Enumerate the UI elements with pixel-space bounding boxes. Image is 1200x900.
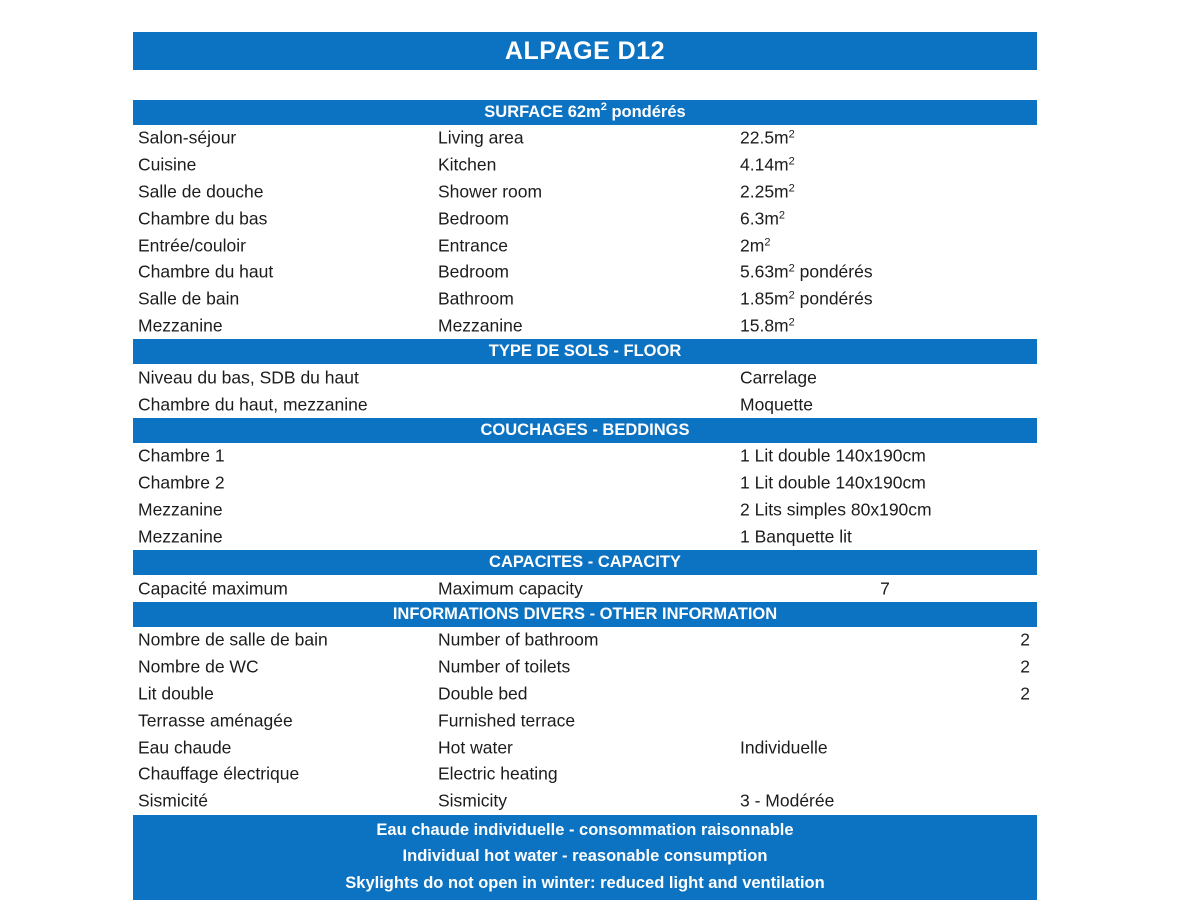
row-label-en: Furnished terrace xyxy=(438,710,576,731)
row-value xyxy=(740,499,932,520)
row-label-en: Mezzanine xyxy=(438,315,523,336)
row-label-fr: Capacité maximum xyxy=(138,578,288,599)
row-value-text: 4.14m xyxy=(740,154,789,175)
row-value xyxy=(740,394,813,415)
row-label-fr: Salon-séjour xyxy=(138,127,237,148)
row-value-text: Individuelle xyxy=(740,737,828,758)
row-value-text: Carrelage xyxy=(740,367,817,388)
row-label-fr: Terrasse aménagée xyxy=(138,710,293,731)
row-value xyxy=(740,791,834,812)
row-label-en: Number of bathroom xyxy=(438,629,599,650)
row-value xyxy=(740,315,795,336)
superscript: 2 xyxy=(788,289,795,302)
row-value-right: 2 xyxy=(1020,656,1030,677)
row-value-text: 15.8m xyxy=(740,315,789,336)
table-row xyxy=(133,179,1037,206)
row-label-en: Double bed xyxy=(438,683,528,704)
superscript: 2 xyxy=(764,236,771,249)
section-header-suffix: pondérés xyxy=(606,103,686,121)
row-label-fr: Niveau du bas, SDB du haut xyxy=(138,367,359,388)
row-label-en: Bathroom xyxy=(438,288,514,309)
row-label-fr: Nombre de WC xyxy=(138,656,259,677)
table-row xyxy=(133,707,1037,734)
section-header xyxy=(133,339,1037,364)
row-label-fr: Salle de douche xyxy=(138,181,264,202)
superscript: 2 xyxy=(788,182,795,195)
row-label-fr: Eau chaude xyxy=(138,737,232,758)
row-value xyxy=(740,367,817,388)
row-value xyxy=(740,526,852,547)
row-label-fr: Chambre du haut xyxy=(138,261,274,282)
row-label-fr: Salle de bain xyxy=(138,288,240,309)
row-value-text: Moquette xyxy=(740,394,813,415)
row-value-text: 2 Lits simples 80x190cm xyxy=(740,499,932,520)
row-value-text: 7 xyxy=(880,578,890,599)
table-row xyxy=(133,788,1037,815)
footer-note: Individual hot water - reasonable consumption xyxy=(402,847,768,866)
row-label-fr: Cuisine xyxy=(138,154,197,175)
table-row xyxy=(133,627,1037,654)
section-header xyxy=(133,550,1037,575)
table-row xyxy=(133,364,1037,391)
table-row xyxy=(133,497,1037,524)
row-label-fr: Mezzanine xyxy=(138,499,223,520)
row-value-text: 6.3m xyxy=(740,208,779,229)
table-row xyxy=(133,232,1037,259)
table-row xyxy=(133,443,1037,470)
row-value xyxy=(740,181,795,202)
table-row xyxy=(133,681,1037,708)
row-label-en: Shower room xyxy=(438,181,543,202)
superscript: 2 xyxy=(600,100,607,113)
row-label-fr: Chambre 1 xyxy=(138,445,225,466)
row-label-en: Entrance xyxy=(438,235,509,256)
row-value-text: 1 Lit double 140x190cm xyxy=(740,472,926,493)
row-label-fr: Entrée/couloir xyxy=(138,235,246,256)
sections-container xyxy=(133,100,1037,815)
section-header-text: CAPACITES - CAPACITY xyxy=(489,553,681,572)
row-value xyxy=(740,208,785,229)
property-sheet xyxy=(133,32,1037,900)
row-value-text: 2.25m xyxy=(740,181,789,202)
section-header xyxy=(133,602,1037,627)
table-row xyxy=(133,125,1037,152)
row-value-suffix: pondérés xyxy=(794,261,873,282)
row-label-fr: Nombre de salle de bain xyxy=(138,629,328,650)
superscript: 2 xyxy=(788,128,795,141)
section-header xyxy=(133,100,1037,125)
row-value xyxy=(740,473,926,494)
table-row xyxy=(133,761,1037,788)
row-value xyxy=(740,155,795,176)
page-title: ALPAGE D12 xyxy=(504,36,666,65)
row-label-en: Living area xyxy=(438,127,524,148)
table-row xyxy=(133,523,1037,550)
footer-note: Skylights do not open in winter: reduced light and ventilation xyxy=(345,873,825,892)
row-value-text: 22.5m xyxy=(740,127,789,148)
section-header-text: SURFACE 62m xyxy=(484,103,601,121)
row-label-fr: Chauffage électrique xyxy=(138,763,300,784)
section-header-text: INFORMATIONS DIVERS - OTHER INFORMATION xyxy=(392,604,778,623)
row-label-fr: Chambre du bas xyxy=(138,208,268,229)
row-label-fr: Mezzanine xyxy=(138,315,223,336)
footer-note: Eau chaude individuelle - consommation raisonnable xyxy=(376,820,794,839)
row-label-en: Electric heating xyxy=(438,763,558,784)
section-header-text: COUCHAGES - BEDDINGS xyxy=(480,420,690,439)
row-value-text: 1 Banquette lit xyxy=(740,526,852,547)
row-value-text: 2m xyxy=(740,235,765,256)
table-row xyxy=(133,575,1037,602)
row-label-en: Bedroom xyxy=(438,208,510,229)
row-value xyxy=(740,578,1030,599)
table-row xyxy=(133,391,1037,418)
row-label-fr: Chambre 2 xyxy=(138,472,225,493)
row-value-text: 1.85m xyxy=(740,288,789,309)
title-bar xyxy=(133,32,1037,70)
row-value-text: 5.63m xyxy=(740,261,789,282)
row-label-en: Kitchen xyxy=(438,154,497,175)
superscript: 2 xyxy=(788,316,795,329)
row-value-right: 2 xyxy=(1020,629,1030,650)
row-value xyxy=(740,128,795,149)
row-value xyxy=(740,235,770,256)
row-value xyxy=(740,289,873,310)
row-label-fr: Sismicité xyxy=(138,790,209,811)
superscript: 2 xyxy=(778,209,786,222)
table-row xyxy=(133,654,1037,681)
section-header xyxy=(133,418,1037,443)
row-label-en: Hot water xyxy=(438,737,513,758)
row-value xyxy=(740,262,873,283)
row-label-en: Maximum capacity xyxy=(438,578,583,599)
row-value xyxy=(740,737,828,758)
superscript: 2 xyxy=(788,262,795,275)
footer-notes xyxy=(133,815,1037,900)
table-row xyxy=(133,313,1037,340)
table-row xyxy=(133,259,1037,286)
section-header-text: TYPE DE SOLS - FLOOR xyxy=(488,342,682,361)
row-label-en: Number of toilets xyxy=(438,656,571,677)
table-row xyxy=(133,152,1037,179)
row-label-en: Bedroom xyxy=(438,261,510,282)
table-row xyxy=(133,734,1037,761)
row-value-text: 1 Lit double 140x190cm xyxy=(740,445,926,466)
row-value xyxy=(740,446,926,467)
row-label-fr: Chambre du haut, mezzanine xyxy=(138,394,368,415)
table-row xyxy=(133,470,1037,497)
table-row xyxy=(133,205,1037,232)
row-label-fr: Lit double xyxy=(138,683,214,704)
superscript: 2 xyxy=(788,155,795,168)
row-label-fr: Mezzanine xyxy=(138,526,223,547)
row-label-en: Sismicity xyxy=(438,790,508,811)
table-row xyxy=(133,286,1037,313)
row-value-text: 3 - Modérée xyxy=(740,790,835,811)
row-value-suffix: pondérés xyxy=(794,288,873,309)
row-value-right: 2 xyxy=(1020,683,1030,704)
